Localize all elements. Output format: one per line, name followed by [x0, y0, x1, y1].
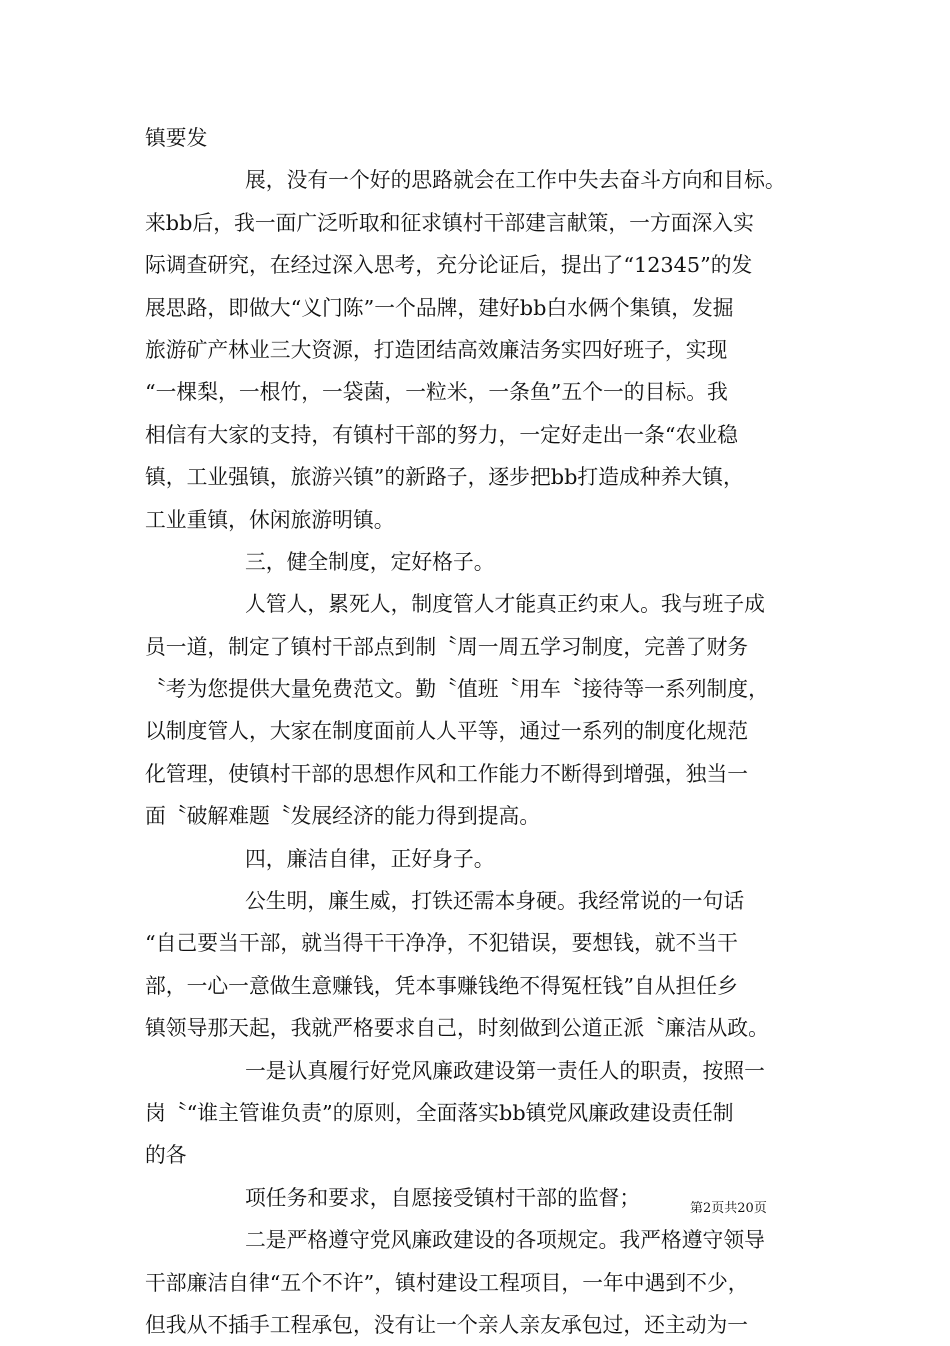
text-line: 旅游矿产林业三大资源，打造团结高效廉洁务实四好班子，实现	[145, 337, 728, 362]
text-line: 镇要发	[145, 126, 208, 150]
text-line: 员一道，制定了镇村干部点到制〝周一周五学习制度，完善了财务	[145, 634, 749, 659]
text-line: 镇领导那天起，我就严格要求自己，时刻做到公道正派〝廉洁从政。	[145, 1016, 769, 1041]
text-line: 镇，工业强镇，旅游兴镇”的新路子，逐步把bb打造成种养大镇，	[145, 465, 744, 490]
text-line: 来bb后，我一面广泛听取和征求镇村干部建言献策，一方面深入实	[145, 210, 754, 235]
text-line: “一棵梨，一根竹，一袋菌，一粒米，一条鱼”五个一的目标。我	[145, 380, 728, 405]
text-line: 干部廉洁自律“五个不许”，镇村建设工程项目，一年中遇到不少，	[145, 1270, 749, 1295]
text-line: 公生明，廉生威，打铁还需本身硬。我经常说的一句话	[245, 889, 745, 914]
text-line: 〝考为您提供大量免费范文。勤〝值班〝用车〝接待等一系列制度，	[145, 677, 769, 702]
section-heading: 四，廉洁自律，正好身子。	[245, 846, 495, 871]
text-line: 二是严格遵守党风廉政建设的各项规定。我严格遵守领导	[245, 1228, 765, 1253]
body-text	[145, 117, 825, 1346]
text-line: 工业重镇，休闲旅游明镇。	[145, 507, 395, 532]
text-line: “自己要当干部，就当得干干净净，不犯错误，要想钱，就不当干	[145, 931, 738, 956]
text-line: 相信有大家的支持，有镇村干部的努力，一定好走出一条“农业稳	[145, 422, 738, 447]
text-line: 岗〝“谁主管谁负责”的原则，全面落实bb镇党风廉政建设责任制	[145, 1100, 734, 1125]
text-line: 但我从不插手工程承包，没有让一个亲人亲友承包过，还主动为一	[145, 1312, 749, 1337]
text-line: 项任务和要求，自愿接受镇村干部的监督；	[245, 1185, 641, 1210]
text-line: 以制度管人，大家在制度面前人人平等，通过一系列的制度化规范	[145, 719, 749, 744]
text-line: 部，一心一意做生意赚钱，凭本事赚钱绝不得冤枉钱”自从担任乡	[145, 973, 738, 998]
text-line: 人管人，累死人，制度管人才能真正约束人。我与班子成	[245, 592, 765, 617]
text-line: 面〝破解难题〝发展经济的能力得到提高。	[145, 804, 541, 829]
text-line: 展思路，即做大“义门陈”一个品牌，建好bb白水俩个集镇，发掘	[145, 295, 734, 320]
text-line: 际调查研究，在经过深入思考，充分论证后，提出了“12345”的发	[145, 253, 753, 278]
text-line: 的各	[145, 1143, 187, 1168]
section-heading: 三，健全制度，定好格子。	[245, 549, 495, 574]
page-number: 第2页共20页	[690, 1201, 767, 1216]
text-line: 一是认真履行好党风廉政建设第一责任人的职责，按照一	[245, 1058, 765, 1083]
text-line: 展，没有一个好的思路就会在工作中失去奋斗方向和目标。	[245, 168, 786, 193]
text-line: 化管理，使镇村干部的思想作风和工作能力不断得到增强，独当一	[145, 761, 749, 786]
